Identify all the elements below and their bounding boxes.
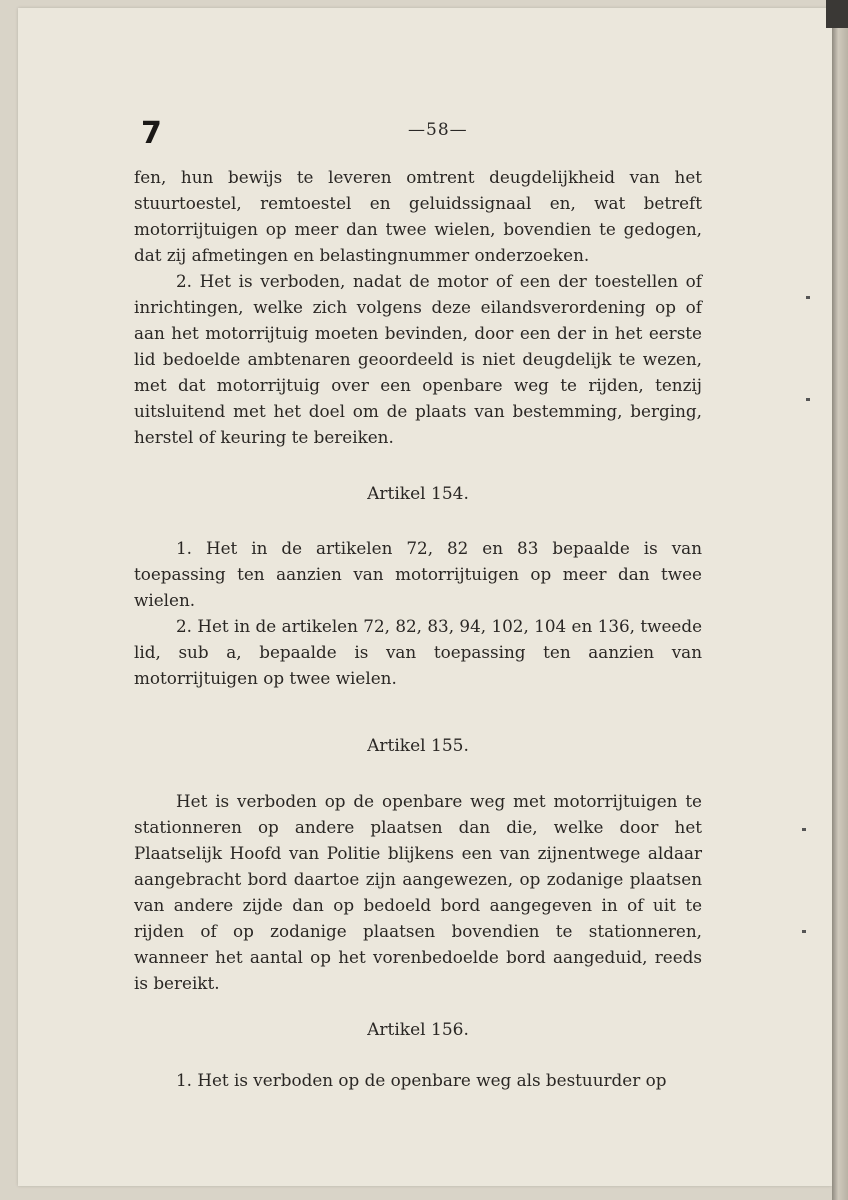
paragraph: fen, hun bewijs te leveren omtrent deugdelijkheid van het stuurtoestel, remtoestel en geluidssignaal en, wat betreft motorrijtuigen op meer dan twee wielen, bovendien te gedogen, dat zij afmetingen en belastingnummer onderzoeken. xyxy=(134,167,702,265)
paragraph: 2. Het in de artikelen 72, 82, 83, 94, 102, 104 en 136, tweede lid, sub a, bepaalde is van toepassing ten aanzien van motorrijtuigen op twee wielen. xyxy=(134,616,702,688)
page-edge xyxy=(832,0,848,1200)
paragraph: 1. Het in de artikelen 72, 82 en 83 bepaalde is van toepassing ten aanzien van motorrijtuigen op meer dan twee wielen. xyxy=(134,538,702,610)
chapter-number: 7 xyxy=(141,116,162,151)
paragraph: 1. Het is verboden op de openbare weg als bestuurder op xyxy=(176,1070,667,1090)
article-heading: Artikel 156. xyxy=(367,1020,469,1040)
article-body xyxy=(134,788,702,996)
paragraph: 2. Het is verboden, nadat de motor of een der toestellen of inrichtingen, welke zich volgens deze eilandsverordening op of aan het motorrijtuig moeten bevinden, door een der in het eerste lid bedoelde ambtenaren geoordeeld is niet deugdelijk te wezen, met dat motorrijtuig over een openbare weg te rijden, tenzij uitsluitend met het doel om de plaats van bestemming, berging, herstel of keuring te bereiken. xyxy=(134,271,702,447)
page-edge-shadow xyxy=(826,0,848,28)
continued-text xyxy=(134,164,702,450)
article-body xyxy=(134,535,702,691)
article-body xyxy=(134,1067,702,1093)
margin-speck xyxy=(802,930,806,933)
margin-speck xyxy=(806,296,810,299)
page-number: —58— xyxy=(408,120,468,140)
margin-speck xyxy=(806,398,810,401)
margin-speck xyxy=(802,828,806,831)
paragraph: Het is verboden op de openbare weg met motorrijtuigen te stationneren op andere plaatsen dan die, welke door het Plaatselijk Hoofd van Politie blijkens een van zijnentwege aldaar aangebracht bord daartoe zijn aangewezen, op zodanige plaatsen van andere zijde dan op bedoeld bord aangegeven in of uit te rijden of op zodanige plaatsen bovendien te stationneren, wanneer het aantal op het vorenbedoelde bord aangeduid, reeds is bereikt. xyxy=(134,791,702,993)
article-heading: Artikel 155. xyxy=(367,736,469,756)
article-heading: Artikel 154. xyxy=(367,484,469,504)
